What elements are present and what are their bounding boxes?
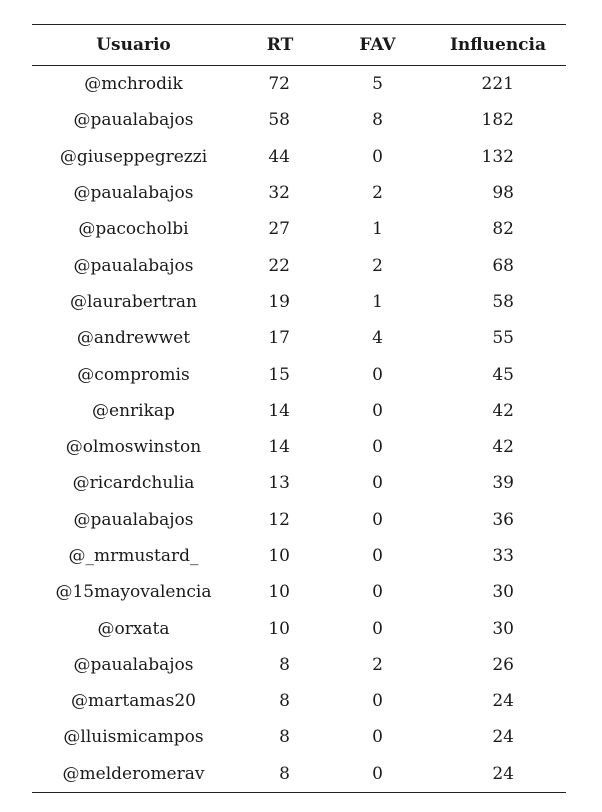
cell-usuario: @mchrodik bbox=[84, 74, 183, 95]
cell-usuario: @melderomerav bbox=[62, 763, 205, 784]
table-row bbox=[32, 683, 566, 719]
cell-influencia: 24 bbox=[492, 763, 514, 784]
table-row bbox=[32, 175, 566, 211]
cell-influencia: 42 bbox=[492, 437, 514, 458]
cell-rt: 19 bbox=[268, 291, 290, 312]
table-body bbox=[32, 66, 566, 793]
cell-fav: 0 bbox=[372, 146, 383, 167]
cell-influencia: 30 bbox=[492, 582, 514, 603]
cell-rt: 44 bbox=[268, 146, 290, 167]
cell-rt: 8 bbox=[279, 654, 290, 675]
cell-usuario: @15mayovalencia bbox=[55, 582, 212, 603]
cell-rt: 8 bbox=[279, 691, 290, 712]
table-row bbox=[32, 429, 566, 465]
cell-fav: 0 bbox=[372, 437, 383, 458]
table-row bbox=[32, 610, 566, 646]
cell-rt: 10 bbox=[268, 546, 290, 566]
cell-fav: 8 bbox=[372, 110, 383, 131]
table-row bbox=[32, 284, 566, 320]
cell-rt: 32 bbox=[268, 183, 290, 204]
cell-rt: 10 bbox=[268, 618, 290, 639]
influence-table bbox=[32, 24, 566, 793]
cell-rt: 8 bbox=[279, 727, 290, 748]
table-row bbox=[32, 756, 566, 793]
cell-rt: 8 bbox=[279, 763, 290, 784]
cell-fav: 0 bbox=[372, 364, 383, 385]
table-row bbox=[32, 139, 566, 175]
table-header bbox=[32, 25, 566, 66]
cell-rt: 14 bbox=[268, 400, 290, 421]
cell-fav: 0 bbox=[372, 473, 383, 494]
cell-fav: 1 bbox=[372, 219, 383, 240]
cell-fav: 2 bbox=[372, 654, 383, 675]
table-row bbox=[32, 66, 566, 103]
cell-usuario: @martamas20 bbox=[71, 691, 196, 712]
table-row bbox=[32, 647, 566, 683]
cell-fav: 0 bbox=[372, 727, 383, 748]
cell-fav: 0 bbox=[372, 546, 383, 566]
cell-influencia: 182 bbox=[481, 110, 514, 131]
cell-usuario: @andrewwet bbox=[76, 328, 191, 349]
cell-fav: 0 bbox=[372, 509, 383, 530]
header-influencia: Influencia bbox=[449, 35, 547, 55]
cell-influencia: 33 bbox=[492, 546, 514, 566]
cell-rt: 10 bbox=[268, 582, 290, 603]
cell-fav: 0 bbox=[372, 691, 383, 712]
cell-usuario: @ricardchulia bbox=[72, 473, 195, 494]
cell-influencia: 82 bbox=[492, 219, 514, 240]
cell-usuario: @compromis bbox=[77, 364, 190, 385]
cell-fav: 2 bbox=[372, 183, 383, 204]
cell-usuario: @_mrmustard_ bbox=[68, 546, 199, 566]
cell-usuario: @paualabajos bbox=[73, 654, 194, 675]
cell-fav: 1 bbox=[372, 291, 383, 312]
cell-influencia: 24 bbox=[492, 691, 514, 712]
header-row bbox=[32, 25, 566, 66]
cell-influencia: 55 bbox=[492, 328, 514, 349]
influence-table-container bbox=[32, 24, 566, 793]
header-fav: FAV bbox=[359, 35, 396, 55]
cell-influencia: 132 bbox=[481, 146, 514, 167]
cell-fav: 0 bbox=[372, 618, 383, 639]
table-row bbox=[32, 211, 566, 247]
cell-rt: 14 bbox=[268, 437, 290, 458]
cell-fav: 0 bbox=[372, 400, 383, 421]
cell-rt: 22 bbox=[268, 255, 290, 276]
cell-usuario: @paualabajos bbox=[73, 509, 194, 530]
cell-rt: 27 bbox=[268, 219, 290, 240]
cell-rt: 58 bbox=[268, 110, 290, 131]
cell-rt: 12 bbox=[268, 509, 290, 530]
header-rt: RT bbox=[266, 35, 294, 55]
cell-usuario: @paualabajos bbox=[73, 255, 194, 276]
table-row bbox=[32, 538, 566, 574]
cell-usuario: @lluismicampos bbox=[63, 727, 204, 748]
cell-influencia: 98 bbox=[492, 183, 514, 204]
cell-influencia: 36 bbox=[492, 509, 514, 530]
cell-usuario: @enrikap bbox=[92, 400, 175, 421]
cell-influencia: 24 bbox=[492, 727, 514, 748]
cell-influencia: 45 bbox=[492, 364, 514, 385]
cell-rt: 13 bbox=[268, 473, 290, 494]
cell-rt: 15 bbox=[268, 364, 290, 385]
table-row bbox=[32, 393, 566, 429]
table-row bbox=[32, 719, 566, 755]
cell-influencia: 68 bbox=[492, 255, 514, 276]
cell-rt: 72 bbox=[268, 74, 290, 95]
table-row bbox=[32, 356, 566, 392]
table-row bbox=[32, 502, 566, 538]
cell-usuario: @olmoswinston bbox=[65, 437, 202, 458]
cell-influencia: 30 bbox=[492, 618, 514, 639]
table-row bbox=[32, 574, 566, 610]
cell-influencia: 26 bbox=[492, 654, 514, 675]
table-row bbox=[32, 247, 566, 283]
cell-influencia: 221 bbox=[481, 74, 514, 95]
header-usuario: Usuario bbox=[96, 35, 171, 55]
cell-usuario: @pacocholbi bbox=[78, 219, 189, 240]
cell-usuario: @paualabajos bbox=[73, 183, 194, 204]
cell-usuario: @paualabajos bbox=[73, 110, 194, 131]
cell-fav: 5 bbox=[372, 74, 383, 95]
table-row bbox=[32, 320, 566, 356]
cell-influencia: 39 bbox=[492, 473, 514, 494]
cell-fav: 0 bbox=[372, 763, 383, 784]
table-row bbox=[32, 102, 566, 138]
cell-fav: 2 bbox=[372, 255, 383, 276]
cell-rt: 17 bbox=[268, 328, 290, 349]
cell-usuario: @giuseppegrezzi bbox=[59, 146, 208, 167]
cell-fav: 4 bbox=[372, 328, 383, 349]
cell-fav: 0 bbox=[372, 582, 383, 603]
cell-influencia: 58 bbox=[492, 291, 514, 312]
cell-usuario: @orxata bbox=[97, 618, 170, 639]
cell-influencia: 42 bbox=[492, 400, 514, 421]
table-row bbox=[32, 465, 566, 501]
cell-usuario: @laurabertran bbox=[70, 291, 197, 312]
